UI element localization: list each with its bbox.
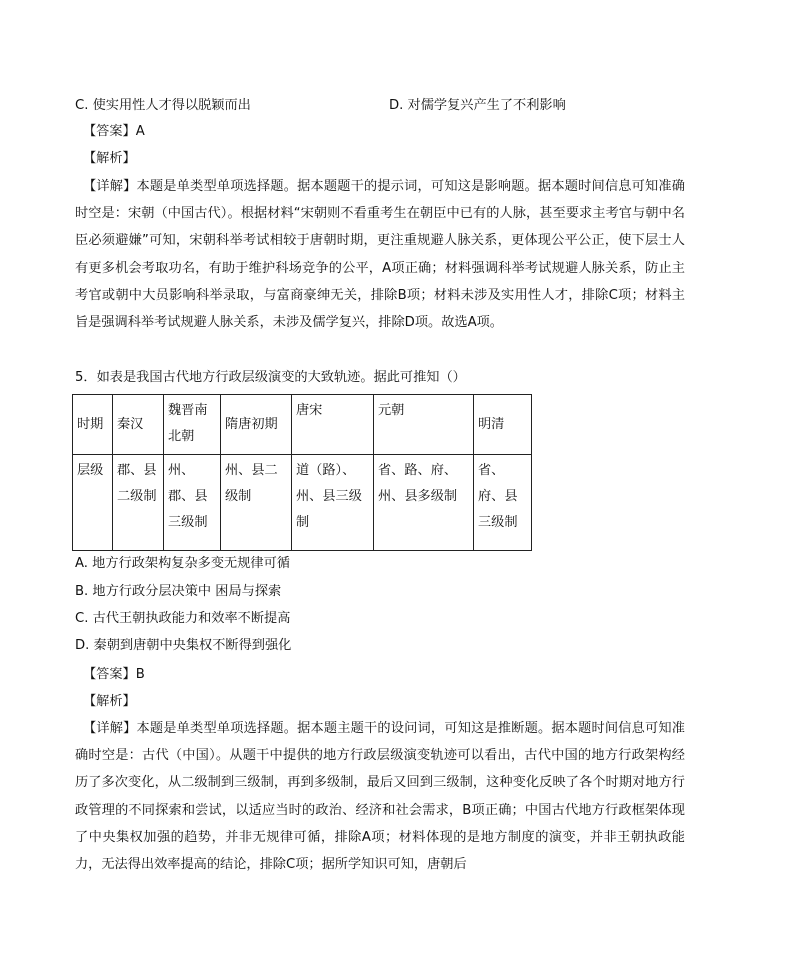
table-cell: 州、郡、县三级制 — [164, 455, 221, 551]
table-cell: 元朝 — [374, 395, 474, 455]
table-header-row — [73, 395, 532, 455]
table-row — [73, 455, 532, 551]
q5-option-a: A. 地方行政架构复杂多变无规律可循 — [75, 556, 290, 571]
table-cell: 明清 — [474, 395, 532, 455]
q4-analysis-label: 【解析】 — [83, 151, 136, 166]
table-cell: 唐宋 — [292, 395, 374, 455]
q5-option-b: B. 地方行政分层决策中 困局与探索 — [75, 584, 282, 599]
q5-detail: 【详解】本题是单类型单项选择题。据本题主题干的设问词，可知这是推断题。据本题时间信息可知准确时空是：古代（中国）。从题干中提供的地方行政层级演变轨迹可以看出，古代中国的地方行政架构经历了多次变化，从二级制到三级制，再到多级制，最后又回到三级制，这种变化反映了各个时期对地方行政管理的不同探索和尝试，以适应当时的政治、经济和社会需求，B项正确；中国古代地方行政框架体现了中央集权加强的趋势，并非无规律可循，排除A项；材料体现的是地方制度的演变，并非王朝执政能力，无法得出效率提高的结论，排除C项；据所学知识可知，唐朝后 — [75, 721, 685, 873]
table-cell: 州、县二级制 — [221, 455, 292, 551]
table-cell: 魏晋南北朝 — [164, 395, 221, 455]
table-cell: 道（路）、州、县三级制 — [292, 455, 374, 551]
q4-answer: 【答案】A — [83, 124, 145, 139]
table-cell: 郡、县二级制 — [113, 455, 164, 551]
table-cell: 省、路、府、州、县多级制 — [374, 455, 474, 551]
option-c-prev: C. 使实用性人才得以脱颖而出 — [75, 98, 251, 113]
q5-answer: 【答案】B — [83, 667, 145, 682]
table-cell: 层级 — [73, 455, 113, 551]
option-d-prev: D. 对儒学复兴产生了不利影响 — [389, 98, 566, 113]
q5-analysis-label: 【解析】 — [83, 694, 136, 709]
q5-stem: 5．如表是我国古代地方行政层级演变的大致轨迹。据此可推知（） — [75, 370, 466, 385]
q5-option-c: C. 古代王朝执政能力和效率不断提高 — [75, 611, 291, 626]
q5-option-d: D. 秦朝到唐朝中央集权不断得到强化 — [75, 638, 292, 653]
evolution-table — [72, 394, 532, 551]
table-cell: 时期 — [73, 395, 113, 455]
q4-detail: 【详解】本题是单类型单项选择题。据本题题干的提示词，可知这是影响题。据本题时间信息可知准确时空是：宋朝（中国古代）。根据材料“宋朝则不看重考生在朝臣中已有的人脉，甚至要求主考官与朝中名臣必须避嫌”可知，宋朝科举考试相较于唐朝时期，更注重规避人脉关系，更体现公平公正，使下层士人有更多机会考取功名，有助于维护科场竞争的公平，A项正确；材料强调科举考试规避人脉关系，防止主考官或朝中大员影响科举录取，与富商豪绅无关，排除B项；材料未涉及实用性人才，排除C项；材料主旨是强调科举考试规避人脉关系，未涉及儒学复兴，排除D项。故选A项。 — [75, 179, 685, 331]
table-cell: 隋唐初期 — [221, 395, 292, 455]
table-cell: 秦汉 — [113, 395, 164, 455]
table-cell: 省、府、县三级制 — [474, 455, 532, 551]
